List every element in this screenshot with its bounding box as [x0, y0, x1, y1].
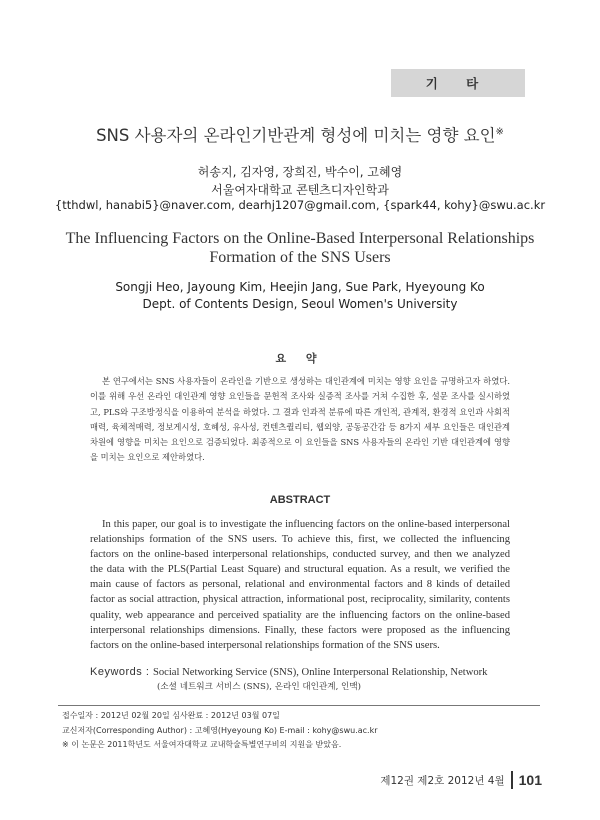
- keywords-label: Keywords :: [90, 666, 153, 678]
- footnotes: [62, 709, 542, 753]
- title-english: [40, 229, 560, 267]
- keywords-english: Social Networking Service (SNS), Online Interpersonal Relationship, Network: [152, 667, 488, 678]
- abstract-english-heading: ABSTRACT: [269, 494, 331, 506]
- footnote-divider: [58, 705, 540, 706]
- affiliation-english: Dept. of Contents Design, Seoul Women's University: [142, 297, 458, 311]
- title-english-line-2: Formation of the SNS Users: [209, 249, 391, 266]
- category-label: [391, 69, 525, 97]
- title-footnote-mark: ※: [495, 126, 504, 138]
- footnote-corresponding-author: 교신저자(Corresponding Author) : 고혜영(Hyeyoung Ko) E-mail : kohy@swu.ac.kr: [62, 725, 378, 735]
- title-korean-text: SNS 사용자의 온라인기반관계 형성에 미치는 영향 요인: [96, 126, 496, 145]
- authors-english: Songji Heo, Jayoung Kim, Heejin Jang, Sue Park, Hyeyoung Ko: [115, 280, 485, 294]
- footer-separator: [511, 771, 513, 789]
- abstract-korean-body: 본 연구에서는 SNS 사용자들이 온라인을 기반으로 생성하는 대인관계에 미치는 영향 요인을 규명하고자 하였다. 이를 위해 우선 온라인 대인관계 영향 요인들을 문헌적 조사와 실증적 조사를 거쳐 수집한 후, 설문 조사를 실시하였고, PLS와 구조방정식을 이용하여 분석을 하였다. 그 결과 인과적 분류에 따른 개인적, 관계적, 환경적 요인과 사회적매력, 육체적매력, 정보게시성, 호혜성, 유사성, 컨텐츠퀄리티, 웹외양, 공동공간감 등 8가지 세부 요인들은 대인관계 차원에 영향을 미치는 요인으로 검증되었다. 최종적으로 이 요인들을 SNS 사용자들의 온라인 기반 대인관계에 영향을 미치는 요인으로 제안하였다.: [90, 376, 510, 463]
- authors-korean: 허송지, 김자영, 장희진, 박수이, 고혜영: [197, 165, 403, 179]
- page-footer: [380, 770, 542, 790]
- footnote-received-date: 접수일자 : 2012년 02월 20일 심사완료 : 2012년 03월 07일: [62, 711, 280, 720]
- journal-issue: 제12권 제2호 2012년 4월: [380, 774, 505, 787]
- title-english-line-1: The Influencing Factors on the Online-Based Interpersonal Relationships: [65, 230, 535, 247]
- affiliation-korean: 서울여자대학교 콘텐츠디자인학과: [211, 183, 389, 197]
- footnote-funding: ※ 이 논문은 2011학년도 서울여자대학교 교내학술특별연구비의 지원을 받았음.: [62, 740, 342, 750]
- abstract-english-body: In this paper, our goal is to investigate the influencing factors on the online-based interpersonal relationships formation of the SNS users. To achieve this, first, we collected the influencing factors on the online-based interpersonal relationships, conducted survey, and then we analyzed the data with the PLS(Partial Least Square) and structural equation. As a result, we verified the main cause of factors as personal, relational and environmental factors and 8 kinds of detailed factor as social attraction, physical attraction, informational post, reciprocality, similarity, contents quality, web appearance and perceived spatiality are the influencing factors on the online-based interpersonal relationships dimensions. Finally, these factors were proposed as the influencing factors on the online-based interpersonal relationships formation of the SNS users.: [90, 519, 510, 651]
- keywords-korean: (소셜 네트워크 서비스 (SNS), 온라인 대인관계, 인맥): [157, 682, 361, 693]
- title-korean: [0, 122, 600, 146]
- keywords-block: [90, 665, 530, 696]
- page-number: 101: [518, 772, 542, 788]
- author-emails: {tthdwl, hanabi5}@naver.com, dearhj1207@gmail.com, {spark44, kohy}@swu.ac.kr: [54, 198, 546, 212]
- category-text: 기 타: [425, 76, 491, 91]
- abstract-korean-heading: 요 약: [275, 352, 325, 365]
